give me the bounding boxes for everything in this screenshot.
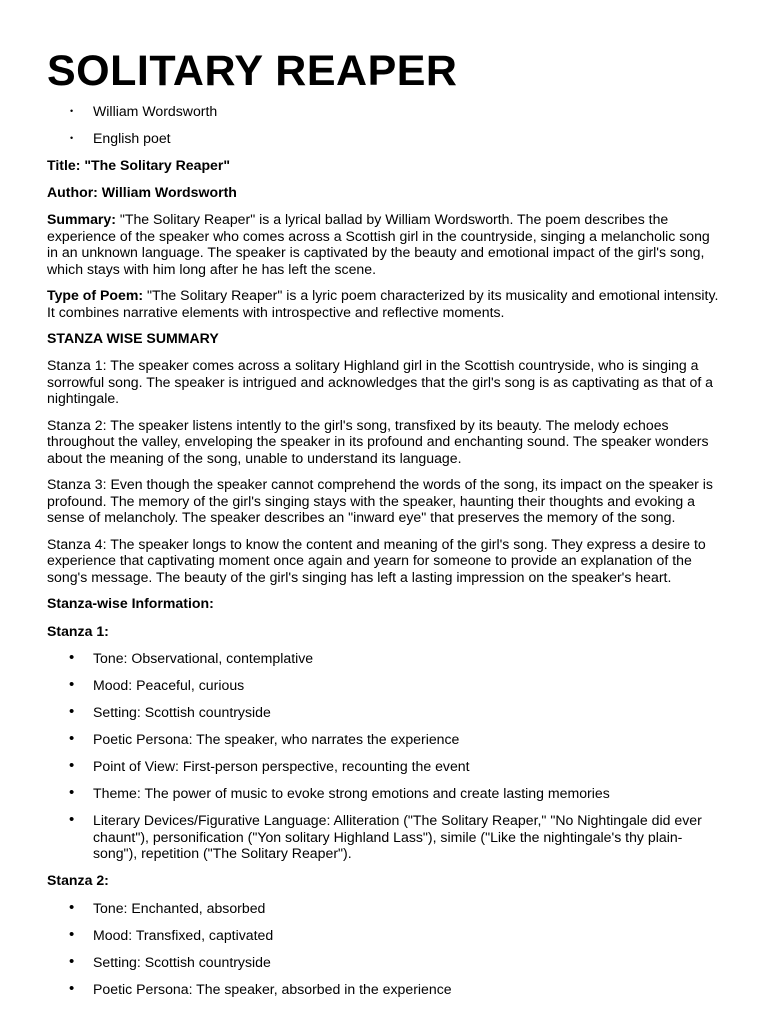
intro-bullet-list (47, 103, 722, 147)
list-item: • Point of View: First-person perspective, recounting the event (47, 758, 722, 775)
list-item: • Mood: Peaceful, curious (47, 677, 722, 694)
list-item: • Setting: Scottish countryside (47, 954, 722, 971)
list-item: • Poetic Persona: The speaker, who narrates the experience (47, 731, 722, 748)
stanza-1-info-list (47, 650, 722, 862)
list-item: • Mood: Transfixed, captivated (47, 927, 722, 944)
list-item: • Tone: Enchanted, absorbed (47, 900, 722, 917)
intro-bullet-poet-name: • William Wordsworth (47, 103, 722, 120)
poem-title-line: Title: "The Solitary Reaper" (47, 157, 231, 173)
list-item: • Literary Devices/Figurative Language: Alliteration ("The Solitary Reaper," "No Nightingale did ever chaunt"), personification ("Yon solitary Highland Lass"), simile ("Like the nightingale's thy plain-song"), repetition ("The Solitary Reaper"). (47, 812, 722, 862)
list-item: • Setting: Scottish countryside (47, 704, 722, 721)
list-item: • Poetic Persona: The speaker, absorbed in the experience (47, 981, 722, 998)
list-item: • Theme: The power of music to evoke strong emotions and create lasting memories (47, 785, 722, 802)
stanza-summary-2: Stanza 2: The speaker listens intently to the girl's song, transfixed by its beauty. The melody echoes throughout the valley, enveloping the speaker in its profound and enchanting sound. The speaker wonders about the meaning of the song, unable to understand its language. (47, 416, 709, 466)
stanza-summary-4: Stanza 4: The speaker longs to know the content and meaning of the girl's song. They express a desire to experience that captivating moment once again and yearn for someone to provide an explanation of the song's message. The beauty of the girl's singing has left a lasting impression on the speaker's heart. (47, 535, 706, 585)
list-item: • Tone: Observational, contemplative (47, 650, 722, 667)
type-of-poem-text: "The Solitary Reaper" is a lyric poem characterized by its musicality and emotional intensity. It combines narrative elements with introspective and reflective moments. (47, 287, 719, 320)
summary-text: "The Solitary Reaper" is a lyrical ballad by William Wordsworth. The poem describes the experience of the speaker who comes across a Scottish girl in the countryside, singing a melancholic song in an unknown language. The speaker is captivated by the beauty and emotional impact of the girl's song, which stays with him long after he has left the scene. (47, 211, 710, 277)
type-of-poem-label: Type of Poem: (47, 287, 144, 303)
stanza-wise-summary-heading: STANZA WISE SUMMARY (47, 330, 219, 346)
stanza-summary-3: Stanza 3: Even though the speaker cannot comprehend the words of the song, its impact on the speaker is profound. The memory of the girl's singing stays with the speaker, haunting their thoughts and evoking a sense of melancholy. The speaker describes an "inward eye" that preserves the memory of the song. (47, 476, 713, 525)
type-of-poem-paragraph (47, 287, 722, 320)
summary-paragraph (47, 211, 722, 277)
stanza-info-heading: Stanza-wise Information: (47, 595, 214, 611)
stanza-1-heading: Stanza 1: (47, 622, 109, 639)
stanza-2-heading: Stanza 2: (47, 872, 109, 888)
stanza-summary-1: Stanza 1: The speaker comes across a solitary Highland girl in the Scottish countryside, who is singing a sorrowful song. The speaker is intrigued and acknowledges that the girl's song is as captivating as that of a nightingale. (47, 357, 713, 406)
intro-bullet-nationality: • English poet (47, 130, 722, 147)
summary-label: Summary: (47, 211, 116, 227)
poem-author-line: Author: William Wordsworth (47, 184, 237, 200)
document-title: SOLITARY REAPER (47, 47, 458, 95)
stanza-2-info-list (47, 900, 722, 998)
